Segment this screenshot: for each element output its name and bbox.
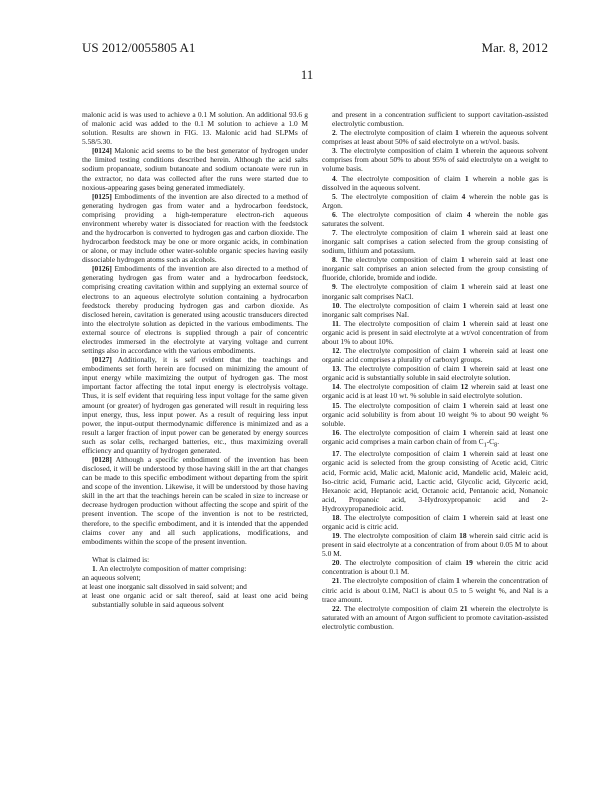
claim-text: wherein said at least one inorganic salt comprises NaCl. xyxy=(322,282,548,301)
paragraph-continued: malonic acid is was used to achieve a 0.1 M solution. An additional 93.6 g of malonic acid was added to the 0.1 M solution to achieve a 1.0 M solution. Results are shown in FIG. 13. Malonic acid had SLPMs of 5.58/5.30. xyxy=(82,110,308,147)
paragraph-0126 xyxy=(82,264,308,355)
claim-number: 10 xyxy=(332,300,340,310)
claim-6 xyxy=(322,210,548,228)
claim-text: wherein said at least one organic acid is present in said electrolyte at a wt/vol concentration of from about 1% to about 10%. xyxy=(322,318,548,346)
claim-text: wherein the electrolyte is saturated with an amount of Argon sufficient to promote cavitation-assisted electrolytic combustion. xyxy=(322,603,548,631)
paragraph-0128 xyxy=(82,455,308,546)
subscript: 1 xyxy=(483,441,487,449)
paragraph-text: Malonic acid seems to be the best generator of hydrogen under the limited testing conditions described herein. Although the acid salts sodium propanoate, sodium butanoate and sodium octanoate were run in the extractor, no data was collected after the runs were started due to noxious-appearing gases being generated immediately. xyxy=(82,146,308,192)
claim-reference: 1 xyxy=(462,400,467,410)
claim-number: 22 xyxy=(332,603,340,613)
claim-number: 6 xyxy=(332,209,336,219)
claim-20 xyxy=(322,558,548,576)
claim-text: wherein the concentration of citric acid is about 0.1M, NaCl is about 0.5 to 5 weight %, and NaI is a trace amount. xyxy=(322,576,548,604)
claim-text: . The electrolyte composition of claim xyxy=(339,364,463,374)
claim-number: 5 xyxy=(332,191,336,201)
claim-text: wherein said at least one organic acid solubility is from about 10 weight % to about 90 weight % soluble. xyxy=(322,400,549,428)
claim-text: . The electrolyte composition of claim xyxy=(339,576,457,586)
claim-number: 16 xyxy=(332,427,340,437)
claim-number: 9 xyxy=(332,282,336,292)
claim-text: wherein a noble gas is dissolved in the aqueous solvent. xyxy=(322,173,548,192)
claim-number: 3 xyxy=(332,146,336,156)
claim-text: wherein said at least one inorganic salt comprises a cation selected from the group consisting of sodium, lithium and potassium. xyxy=(322,228,548,256)
paragraph-number: [0124] xyxy=(92,146,112,156)
claim-text: . The electrolyte composition of claim xyxy=(335,128,456,138)
claim-number: 2 xyxy=(332,128,336,138)
paragraph-0127 xyxy=(82,355,308,455)
claim-13 xyxy=(322,364,548,382)
claim-16 xyxy=(322,428,548,450)
claim-number: 19 xyxy=(332,531,340,541)
claim-text: . The electrolyte composition of claim xyxy=(339,427,463,437)
claim-1-element-salt: at least one inorganic salt dissolved in said solvent; and xyxy=(82,581,247,591)
claim-reference: 1 xyxy=(455,146,459,156)
claim-text: . An electrolyte composition of matter comprising: xyxy=(95,563,247,573)
claim-number: 1 xyxy=(92,563,96,573)
claim-text: . The electrolyte composition of claim xyxy=(339,400,463,410)
patent-number: US 2012/0055805 A1 xyxy=(82,40,196,55)
paragraph-0125 xyxy=(82,192,308,265)
claim-text: . The electrolyte composition of claim xyxy=(339,449,463,459)
paragraph-number: [0127] xyxy=(92,355,112,365)
paragraph-text: Embodiments of the invention are also directed to a method of generating hydrogen gas from water and a hydrocarbon feedstock, comprising creating cavitation within and supplying an external source of electrons to an aqueous electrolyte solution containing a hydrocarbon feedstock thereby producing hydrogen gas and carbon dioxide. As disclosed herein, cavitation is generated using acoustic transducers directed into the electrolyte solution as depicted in the various embodiments. The external source of electrons is supplied through a pair of concentric electrodes immersed in the electrolyte at varying voltage and current settings also in accordance with the various embodiments. xyxy=(82,264,308,356)
claim-number: 18 xyxy=(332,512,340,522)
claim-number: 20 xyxy=(332,558,340,568)
claim-text: wherein said at least one organic acid is substantially soluble in said electrolyte solution. xyxy=(322,364,549,383)
claim-text: wherein said at least one organic acid is at least 10 wt. % soluble in said electrolyte solution. xyxy=(322,382,548,401)
claim-1-continued: and present in a concentration sufficient to support cavitation-assisted electrolytic combustion. xyxy=(332,110,548,129)
claim-number: 14 xyxy=(332,382,340,392)
claim-text: -C xyxy=(486,436,495,446)
paragraph-number: [0126] xyxy=(92,264,112,274)
claim-11 xyxy=(322,319,548,346)
claim-reference: 1 xyxy=(462,300,467,310)
claim-reference: 1 xyxy=(462,318,467,328)
page-number: 11 xyxy=(300,67,314,82)
claim-text: wherein said citric acid is present in said electrolyte at a concentration of from about 0.05 M to about 5.0 M. xyxy=(322,531,548,559)
claim-10 xyxy=(322,301,548,319)
claim-text: wherein said at least one organic acid comprises a main carbon chain of from C xyxy=(322,427,549,446)
claim-reference: 1 xyxy=(462,346,467,356)
claim-text: . The electrolyte composition of claim xyxy=(335,282,461,292)
claim-number: 17 xyxy=(332,449,340,459)
claim-text: . The electrolyte composition of claim xyxy=(335,191,462,201)
claim-text: . The electrolyte composition of claim xyxy=(335,255,461,265)
claim-number: 7 xyxy=(332,228,336,238)
claim-reference: 1 xyxy=(455,128,459,138)
claim-5 xyxy=(322,192,548,210)
claim-text: . The electrolyte composition of claim xyxy=(339,346,463,356)
claim-text: . The electrolyte composition of claim xyxy=(335,228,461,238)
claim-reference: 1 xyxy=(461,255,465,265)
claim-text: . The electrolyte composition of claim xyxy=(339,318,463,328)
paragraph-number: [0128] xyxy=(92,454,112,464)
claim-reference: 4 xyxy=(466,209,471,219)
claim-text: . The electrolyte composition of claim xyxy=(339,382,461,392)
claim-reference: 1 xyxy=(464,173,469,183)
claim-text: . The electrolyte composition of claim xyxy=(339,558,466,568)
claim-1-element-solvent: an aqueous solvent; xyxy=(82,572,141,582)
claim-reference: 1 xyxy=(461,228,465,238)
claim-text: wherein the noble gas is Argon. xyxy=(322,191,548,210)
claim-17 xyxy=(322,449,548,513)
claim-text: wherein said at least one inorganic salt comprises an anion selected from the group consisting of fluoride, chloride, bromide and iodide. xyxy=(322,255,548,283)
claim-text: . The electrolyte composition of claim xyxy=(339,603,461,613)
claim-2 xyxy=(322,128,548,146)
claim-text: . The electrolyte composition of claim xyxy=(339,512,463,522)
claim-text: wherein the aqueous solvent comprises from about 50% to about 95% of said electrolyte on a weight to volume basis. xyxy=(322,146,548,174)
claim-reference: 1 xyxy=(462,427,467,437)
claim-3 xyxy=(322,146,548,173)
claim-7 xyxy=(322,228,548,255)
claim-number: 15 xyxy=(332,400,340,410)
claim-reference: 1 xyxy=(462,449,467,459)
claim-reference: 1 xyxy=(461,282,465,292)
claim-text: wherein said at least one organic acid comprises a plurality of carboxyl groups. xyxy=(322,346,549,365)
paragraph-number: [0125] xyxy=(92,191,112,201)
publication-date: Mar. 8, 2012 xyxy=(481,40,548,55)
claim-reference: 18 xyxy=(459,531,467,541)
claim-reference: 1 xyxy=(456,576,460,586)
claim-number: 11 xyxy=(332,318,340,328)
claim-21 xyxy=(322,576,548,603)
claim-reference: 19 xyxy=(465,558,473,568)
claim-19 xyxy=(322,531,548,558)
claim-text: wherein the citric acid concentration is about 0.1 M. xyxy=(322,558,548,577)
claim-18 xyxy=(322,513,548,531)
claim-text: wherein the noble gas saturates the solvent. xyxy=(322,209,548,228)
claims-heading: What is claimed is: xyxy=(92,554,150,564)
claim-reference: 21 xyxy=(460,603,468,613)
paragraph-0124 xyxy=(82,146,308,191)
claim-12 xyxy=(322,346,548,364)
claim-22 xyxy=(322,604,548,631)
claim-text: wherein said at least one organic acid is selected from the group consisting of Acetic acid, Citric acid, Formic acid, Malic acid, Malonic acid, Mandelic acid, Maleic acid, Iso-citric acid, Fumaric acid, Lactic acid, Glycolic acid, Glyceric acid, Hexanoic acid, Heptanoic acid, Octanoic acid, Pentanoic acid, Nonanoic acid, Propanoic acid, 3-Hydroxypropanoic acid and 2-Hydroxypropanedioic acid. xyxy=(322,449,549,513)
claim-text: . The electrolyte composition of claim xyxy=(339,300,463,310)
paragraph-text: Additionally, it is self evident that the teachings and embodiments set forth herein are focused on minimizing the amount of input energy while maximizing the output of hydrogen gas. The most important factor affecting the total input energy is electrolysis voltage. Thus, it is self evident that requiring less input voltage for the same given amount (or greater) of hydrogen gas generated will result in requiring less input energy, thus, less input power. As a result of requiring less input power, the input-output thermodynamic difference is minimized and as a result a larger fraction of input power can be generated by energy sources such as solar cells, recharged batteries, etc., thus maximizing overall efficiency and quantity of hydrogen generated. xyxy=(82,355,308,455)
claim-9 xyxy=(322,282,548,300)
claim-text: . The electrolyte composition of claim xyxy=(335,146,456,156)
left-column xyxy=(82,110,308,609)
claim-text: . The electrolyte composition of claim xyxy=(339,531,460,541)
claim-text: wherein said at least one inorganic salt comprises NaI. xyxy=(322,300,549,319)
claim-number: 13 xyxy=(332,364,340,374)
claim-1-element-acid: at least one organic acid or salt thereof, said at least one acid being substantially soluble in said aqueous solvent xyxy=(82,591,308,610)
claim-8 xyxy=(322,255,548,282)
claim-text: . The electrolyte composition of claim xyxy=(335,173,465,183)
claim-reference: 4 xyxy=(461,191,466,201)
claim-reference: 1 xyxy=(462,512,467,522)
claim-14 xyxy=(322,382,548,400)
claim-number: 21 xyxy=(332,576,340,586)
claim-text: . xyxy=(497,436,500,446)
claim-text: . The electrolyte composition of claim xyxy=(335,209,467,219)
claim-reference: 12 xyxy=(460,382,469,392)
claim-text: wherein said at least one organic acid is citric acid. xyxy=(322,512,549,531)
claim-number: 8 xyxy=(332,255,336,265)
claim-number: 4 xyxy=(332,173,336,183)
claim-1 xyxy=(82,564,308,573)
claim-4 xyxy=(322,174,548,192)
claim-15 xyxy=(322,401,548,428)
claim-number: 12 xyxy=(332,346,340,356)
subscript: 8 xyxy=(494,441,498,449)
paragraph-text: Although a specific embodiment of the invention has been disclosed, it will be understood by those having skill in the art that changes can be made to this specific embodiment without departing from the spirit and scope of the invention. Likewise, it will be understood by those having skill in the art that the teachings herein can be scaled in size to increase or decrease hydrogen production without affecting the scope and spirit of the present invention. The scope of the invention is not to be restricted, therefore, to the specific embodiment, and it is intended that the appended claims cover any and all such applications, modifications, and embodiments within the scope of the present invention. xyxy=(82,454,308,546)
right-column xyxy=(322,110,548,631)
claim-reference: 1 xyxy=(462,364,467,374)
claim-text: wherein the aqueous solvent comprises at least about 50% of said electrolyte on a wt/vol. basis. xyxy=(322,128,548,147)
paragraph-text: Embodiments of the invention are also directed to a method of generating hydrogen gas from water and a hydrocarbon feedstock, comprising providing a high-temperature electron-rich aqueous environment whereby water is dissociated for reaction with the feedstock and the hydrocarbon is converted to hydrogen gas and carbon dioxide. The hydrocarbon feedstock may be one or more organic acids, in combination or alone, or may include other water-soluble organic species having easily dissociable hydrogen atoms such as alcohols. xyxy=(82,191,308,265)
